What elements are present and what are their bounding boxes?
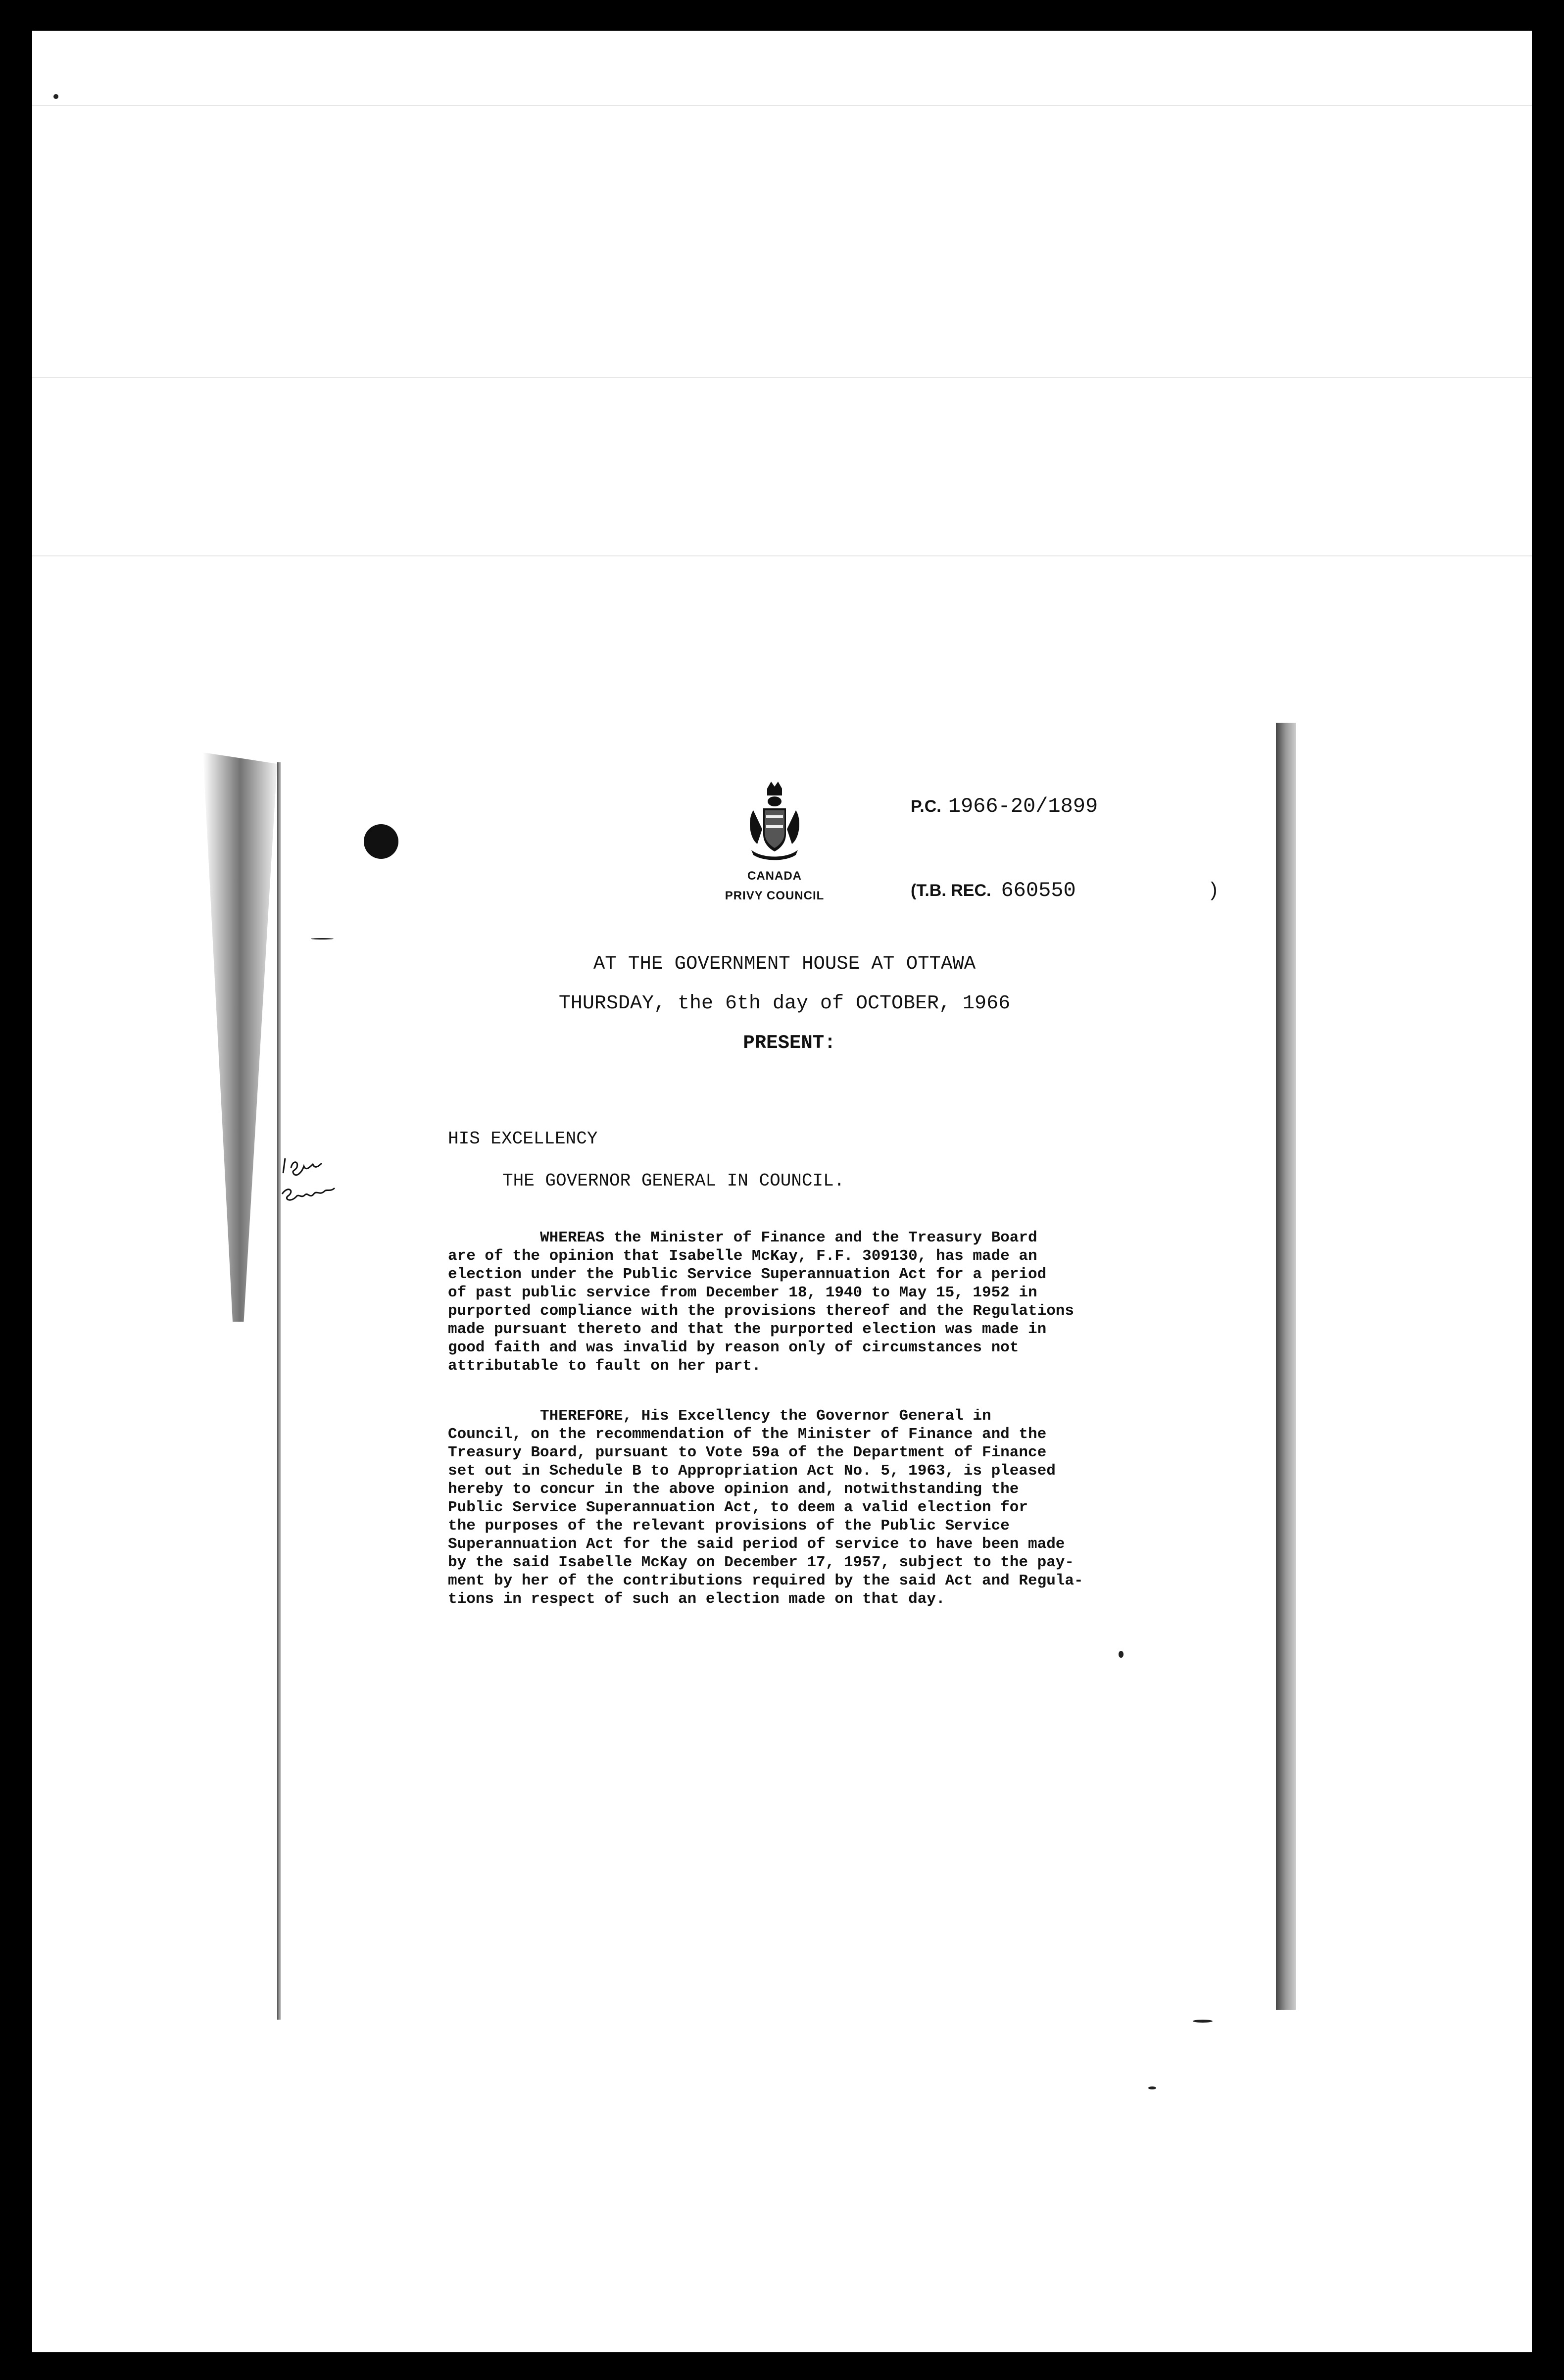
film-speck xyxy=(311,938,334,940)
film-speck xyxy=(1148,2086,1156,2089)
tb-label: (T.B. REC. xyxy=(911,881,991,900)
department-label xyxy=(703,866,846,906)
film-speck xyxy=(1119,1651,1124,1658)
governor-general-line: THE GOVERNOR GENERAL IN COUNCIL. xyxy=(502,1171,845,1191)
whereas-paragraph: WHEREAS the Minister of Finance and the Treasury Board are of the opinion that Isabelle McKay, F.F. 309130, has made an election under the Public Service Superannuation Act for a period of past public service from December 18, 1940 to May 15, 1952 in purported compliance with the provisions thereof and the Regulations made pursuant thereto and that the purported election was made in good faith and was invalid by reason only of circumstances not attributable to fault on her part. xyxy=(448,1229,1075,1375)
pc-number: 1966-20/1899 xyxy=(948,794,1098,818)
date-line: THURSDAY, the 6th day of OCTOBER, 1966 xyxy=(558,992,1011,1015)
therefore-paragraph: THEREFORE, His Excellency the Governor General in Council, on the recommendation of the Minister of Finance and the Treasury Board, pursuant to Vote 59a of the Department of Finance set out in Schedule B to Appropriation Act No. 5, 1963, is pleased hereby to concur in the above opinion and, notwithstanding the Public Service Superannuation Act, to deem a valid election for the purposes of the relevant provisions of the Public Service Superannuation Act for the said period of service to have been made by the said Isabelle McKay on December 17, 1957, subject to the pay- ment by her of the contributions required by the said Act and Regula- tions in respect of such an election made on that day. xyxy=(448,1407,1083,1608)
film-scratch xyxy=(32,555,1532,556)
punch-hole xyxy=(364,824,398,859)
film-scratch xyxy=(32,377,1532,378)
page-right-edge xyxy=(1276,723,1296,2010)
coat-of-arms-icon xyxy=(742,780,807,864)
handwritten-margin-note xyxy=(277,1153,342,1218)
film-speck xyxy=(53,94,58,99)
location-line: AT THE GOVERNMENT HOUSE AT OTTAWA xyxy=(593,953,976,975)
pc-label: P.C. xyxy=(911,797,941,816)
council-name: PRIVY COUNCIL xyxy=(725,889,825,902)
page-left-edge xyxy=(277,762,281,2020)
film-scratch xyxy=(32,105,1532,106)
country-name: CANADA xyxy=(747,869,802,883)
pc-reference xyxy=(911,794,1098,818)
document-sheet xyxy=(32,31,1532,2352)
present-line: PRESENT: xyxy=(743,1032,836,1054)
film-speck xyxy=(1193,2020,1213,2023)
tb-reference xyxy=(911,879,1076,902)
tb-close-paren: ) xyxy=(1211,879,1218,900)
tb-number: 660550 xyxy=(1001,879,1076,902)
his-excellency-line: HIS EXCELLENCY xyxy=(448,1129,598,1149)
